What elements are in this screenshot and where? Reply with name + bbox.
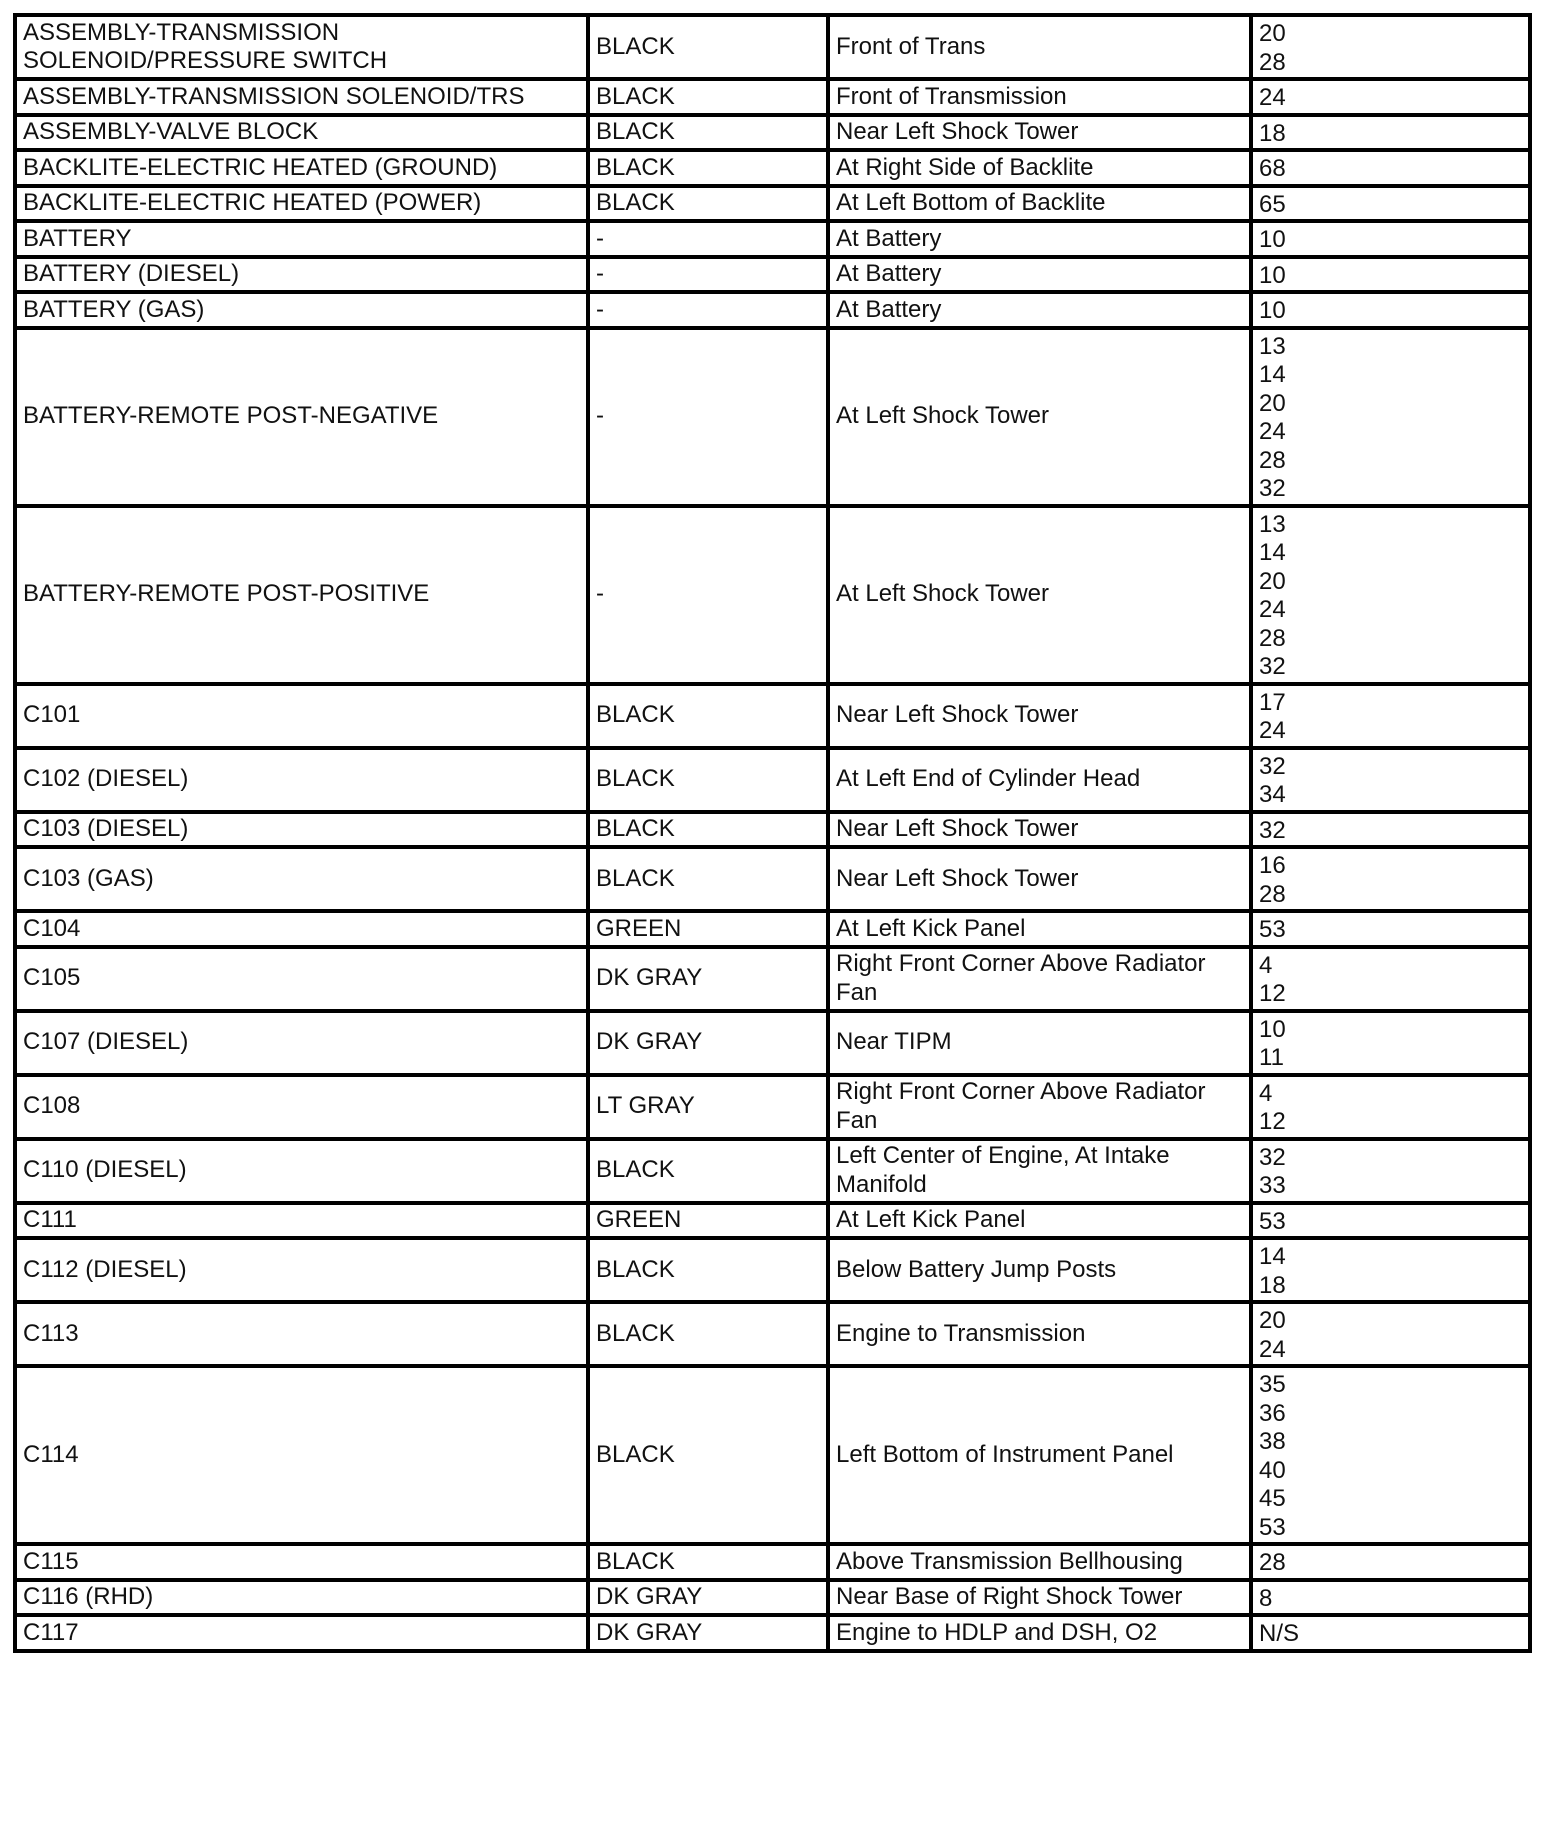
component-name-cell: BATTERY [15,221,588,257]
connector-color-cell: - [588,328,828,506]
page-number: 32 [1259,1143,1286,1171]
location-cell: Near Left Shock Tower [828,812,1251,848]
component-name-cell: C103 (GAS) [15,847,588,911]
location-cell: Near Left Shock Tower [828,847,1251,911]
page-numbers-cell [1251,947,1530,1011]
table-row [15,1203,1530,1239]
page-numbers-cell [1251,1366,1530,1544]
connector-color-cell: GREEN [588,1203,828,1239]
page-numbers-cell [1251,1011,1530,1075]
page-numbers-cell [1251,812,1530,848]
table-row [15,847,1530,911]
connector-color-cell: GREEN [588,911,828,947]
page-numbers-cell [1251,115,1530,151]
connector-color-cell: BLACK [588,150,828,186]
page-number: 24 [1259,1335,1286,1363]
location-cell: Left Bottom of Instrument Panel [828,1366,1251,1544]
page-number: 68 [1259,155,1286,182]
table-row [15,812,1530,848]
location-cell: At Left Shock Tower [828,506,1251,684]
page-number: 18 [1259,119,1286,147]
page-number: 20 [1259,1307,1286,1334]
page-number: 20 [1259,567,1286,595]
page-number: 24 [1259,84,1286,111]
page-numbers-cell [1251,911,1530,947]
page-number: 24 [1259,418,1286,445]
location-cell: Near Base of Right Shock Tower [828,1580,1251,1616]
page-number: 28 [1259,880,1286,908]
page-number: 65 [1259,190,1286,218]
page-numbers-cell [1251,186,1530,222]
page-number: 10 [1259,1015,1286,1043]
page-numbers-cell [1251,1302,1530,1366]
table-row [15,947,1530,1011]
page-number: 13 [1259,332,1286,360]
page-number: 11 [1259,1044,1284,1071]
page-numbers-cell [1251,506,1530,684]
page-numbers-cell [1251,257,1530,293]
page-number: 10 [1259,297,1286,324]
location-cell: Engine to HDLP and DSH, O2 [828,1615,1251,1651]
page-number: 33 [1259,1172,1286,1199]
page-numbers-cell [1251,1580,1530,1616]
component-name-cell: C116 (RHD) [15,1580,588,1616]
table-row [15,79,1530,115]
component-name-cell: C104 [15,911,588,947]
table-row [15,1615,1530,1651]
page-number: 32 [1259,653,1286,680]
location-cell: Left Center of Engine, At Intake Manifold [828,1139,1251,1203]
connector-color-cell: BLACK [588,684,828,748]
table-row [15,1238,1530,1302]
page-numbers-cell [1251,684,1530,748]
page-number: 34 [1259,781,1286,808]
connector-color-cell: BLACK [588,1238,828,1302]
page-number: 10 [1259,226,1286,253]
page-number: 12 [1259,1108,1286,1135]
page-numbers-cell [1251,1544,1530,1580]
location-cell: At Left Shock Tower [828,328,1251,506]
page-numbers-cell [1251,328,1530,506]
page-number: 20 [1259,20,1286,47]
connector-color-cell: - [588,506,828,684]
location-cell: At Left Bottom of Backlite [828,186,1251,222]
component-name-cell: BATTERY-REMOTE POST-POSITIVE [15,506,588,684]
table-row [15,1580,1530,1616]
page-numbers-cell [1251,150,1530,186]
location-cell: At Right Side of Backlite [828,150,1251,186]
component-name-cell: C101 [15,684,588,748]
page-numbers-cell [1251,847,1530,911]
table-row [15,15,1530,79]
page-numbers-cell [1251,1238,1530,1302]
location-cell: Near Left Shock Tower [828,684,1251,748]
page-number: 35 [1259,1371,1286,1398]
component-name-cell: BACKLITE-ELECTRIC HEATED (GROUND) [15,150,588,186]
page-number: 32 [1259,752,1286,780]
page-number: 14 [1259,361,1286,388]
connector-color-cell: LT GRAY [588,1075,828,1139]
component-name-cell: C112 (DIESEL) [15,1238,588,1302]
connector-color-cell: BLACK [588,15,828,79]
page-number: 12 [1259,980,1286,1007]
connector-color-cell: - [588,257,828,293]
connector-location-table [13,13,1532,1653]
component-name-cell: C105 [15,947,588,1011]
location-cell: Right Front Corner Above Radiator Fan [828,947,1251,1011]
table-row [15,1075,1530,1139]
location-cell: Front of Trans [828,15,1251,79]
connector-color-cell: BLACK [588,847,828,911]
page-numbers-cell [1251,1203,1530,1239]
table-body [15,15,1530,1651]
connector-color-cell: - [588,292,828,328]
page-number: 53 [1259,1513,1286,1541]
page-numbers-cell [1251,79,1530,115]
page-number: 4 [1259,1079,1273,1107]
component-name-cell: C107 (DIESEL) [15,1011,588,1075]
location-cell: At Left End of Cylinder Head [828,748,1251,812]
component-name-cell: ASSEMBLY-VALVE BLOCK [15,115,588,151]
page-number: 38 [1259,1428,1286,1455]
page-numbers-cell [1251,221,1530,257]
table-row [15,150,1530,186]
table-row [15,257,1530,293]
location-cell: At Battery [828,221,1251,257]
page-number: 4 [1259,951,1273,979]
page-number: 18 [1259,1271,1286,1299]
component-name-cell: C103 (DIESEL) [15,812,588,848]
location-cell: Below Battery Jump Posts [828,1238,1251,1302]
page-number: 28 [1259,624,1286,652]
page-number: 10 [1259,261,1286,289]
page-number: 28 [1259,48,1286,76]
component-name-cell: ASSEMBLY-TRANSMISSION SOLENOID/PRESSURE SWITCH [15,15,588,79]
table-row [15,911,1530,947]
page-number: 24 [1259,596,1286,623]
location-cell: Near TIPM [828,1011,1251,1075]
page-number: 53 [1259,916,1286,943]
component-name-cell: BATTERY (GAS) [15,292,588,328]
connector-color-cell: BLACK [588,812,828,848]
location-cell: At Left Kick Panel [828,1203,1251,1239]
location-cell: Front of Transmission [828,79,1251,115]
table-row [15,115,1530,151]
page-number: 32 [1259,475,1286,502]
component-name-cell: C117 [15,1615,588,1651]
component-name-cell: C113 [15,1302,588,1366]
page-number: 36 [1259,1399,1286,1427]
page-numbers-cell [1251,1615,1530,1651]
page-number: 14 [1259,539,1286,566]
page-number: 45 [1259,1485,1286,1512]
page-number: 8 [1259,1584,1273,1612]
location-cell: At Battery [828,292,1251,328]
location-cell: Engine to Transmission [828,1302,1251,1366]
table-row [15,506,1530,684]
page-number: 17 [1259,688,1286,716]
connector-color-cell: DK GRAY [588,947,828,1011]
page-number: 24 [1259,717,1286,744]
component-name-cell: C111 [15,1203,588,1239]
page-number: 28 [1259,446,1286,474]
component-name-cell: BATTERY (DIESEL) [15,257,588,293]
connector-color-cell: BLACK [588,186,828,222]
page-number: 14 [1259,1243,1286,1270]
page-number: 32 [1259,816,1286,844]
table-row [15,328,1530,506]
connector-color-cell: BLACK [588,748,828,812]
connector-color-cell: BLACK [588,1139,828,1203]
component-name-cell: C110 (DIESEL) [15,1139,588,1203]
connector-color-cell: DK GRAY [588,1615,828,1651]
table-row [15,1011,1530,1075]
location-cell: At Left Kick Panel [828,911,1251,947]
page-number: 40 [1259,1456,1286,1484]
page-number: N/S [1259,1620,1300,1647]
component-name-cell: ASSEMBLY-TRANSMISSION SOLENOID/TRS [15,79,588,115]
component-name-cell: C108 [15,1075,588,1139]
table-row [15,1544,1530,1580]
table-row [15,186,1530,222]
page-numbers-cell [1251,748,1530,812]
page-numbers-cell [1251,1075,1530,1139]
table-row [15,748,1530,812]
component-name-cell: C115 [15,1544,588,1580]
table-row [15,1366,1530,1544]
table-row [15,1139,1530,1203]
page-number: 20 [1259,389,1286,417]
table-row [15,292,1530,328]
page-number: 13 [1259,510,1286,538]
component-name-cell: C102 (DIESEL) [15,748,588,812]
component-name-cell: BACKLITE-ELECTRIC HEATED (POWER) [15,186,588,222]
page-numbers-cell [1251,15,1530,79]
connector-color-cell: BLACK [588,1302,828,1366]
table-row [15,1302,1530,1366]
page-number: 16 [1259,852,1286,879]
connector-color-cell: DK GRAY [588,1580,828,1616]
table-row [15,684,1530,748]
page-numbers-cell [1251,1139,1530,1203]
page-number: 28 [1259,1549,1286,1576]
connector-color-cell: BLACK [588,79,828,115]
location-cell: At Battery [828,257,1251,293]
connector-color-cell: BLACK [588,1544,828,1580]
connector-color-cell: - [588,221,828,257]
connector-color-cell: BLACK [588,115,828,151]
page-numbers-cell [1251,292,1530,328]
table-row [15,221,1530,257]
component-name-cell: BATTERY-REMOTE POST-NEGATIVE [15,328,588,506]
location-cell: Near Left Shock Tower [828,115,1251,151]
location-cell: Right Front Corner Above Radiator Fan [828,1075,1251,1139]
connector-color-cell: BLACK [588,1366,828,1544]
location-cell: Above Transmission Bellhousing [828,1544,1251,1580]
component-name-cell: C114 [15,1366,588,1544]
connector-color-cell: DK GRAY [588,1011,828,1075]
page-number: 53 [1259,1207,1286,1235]
